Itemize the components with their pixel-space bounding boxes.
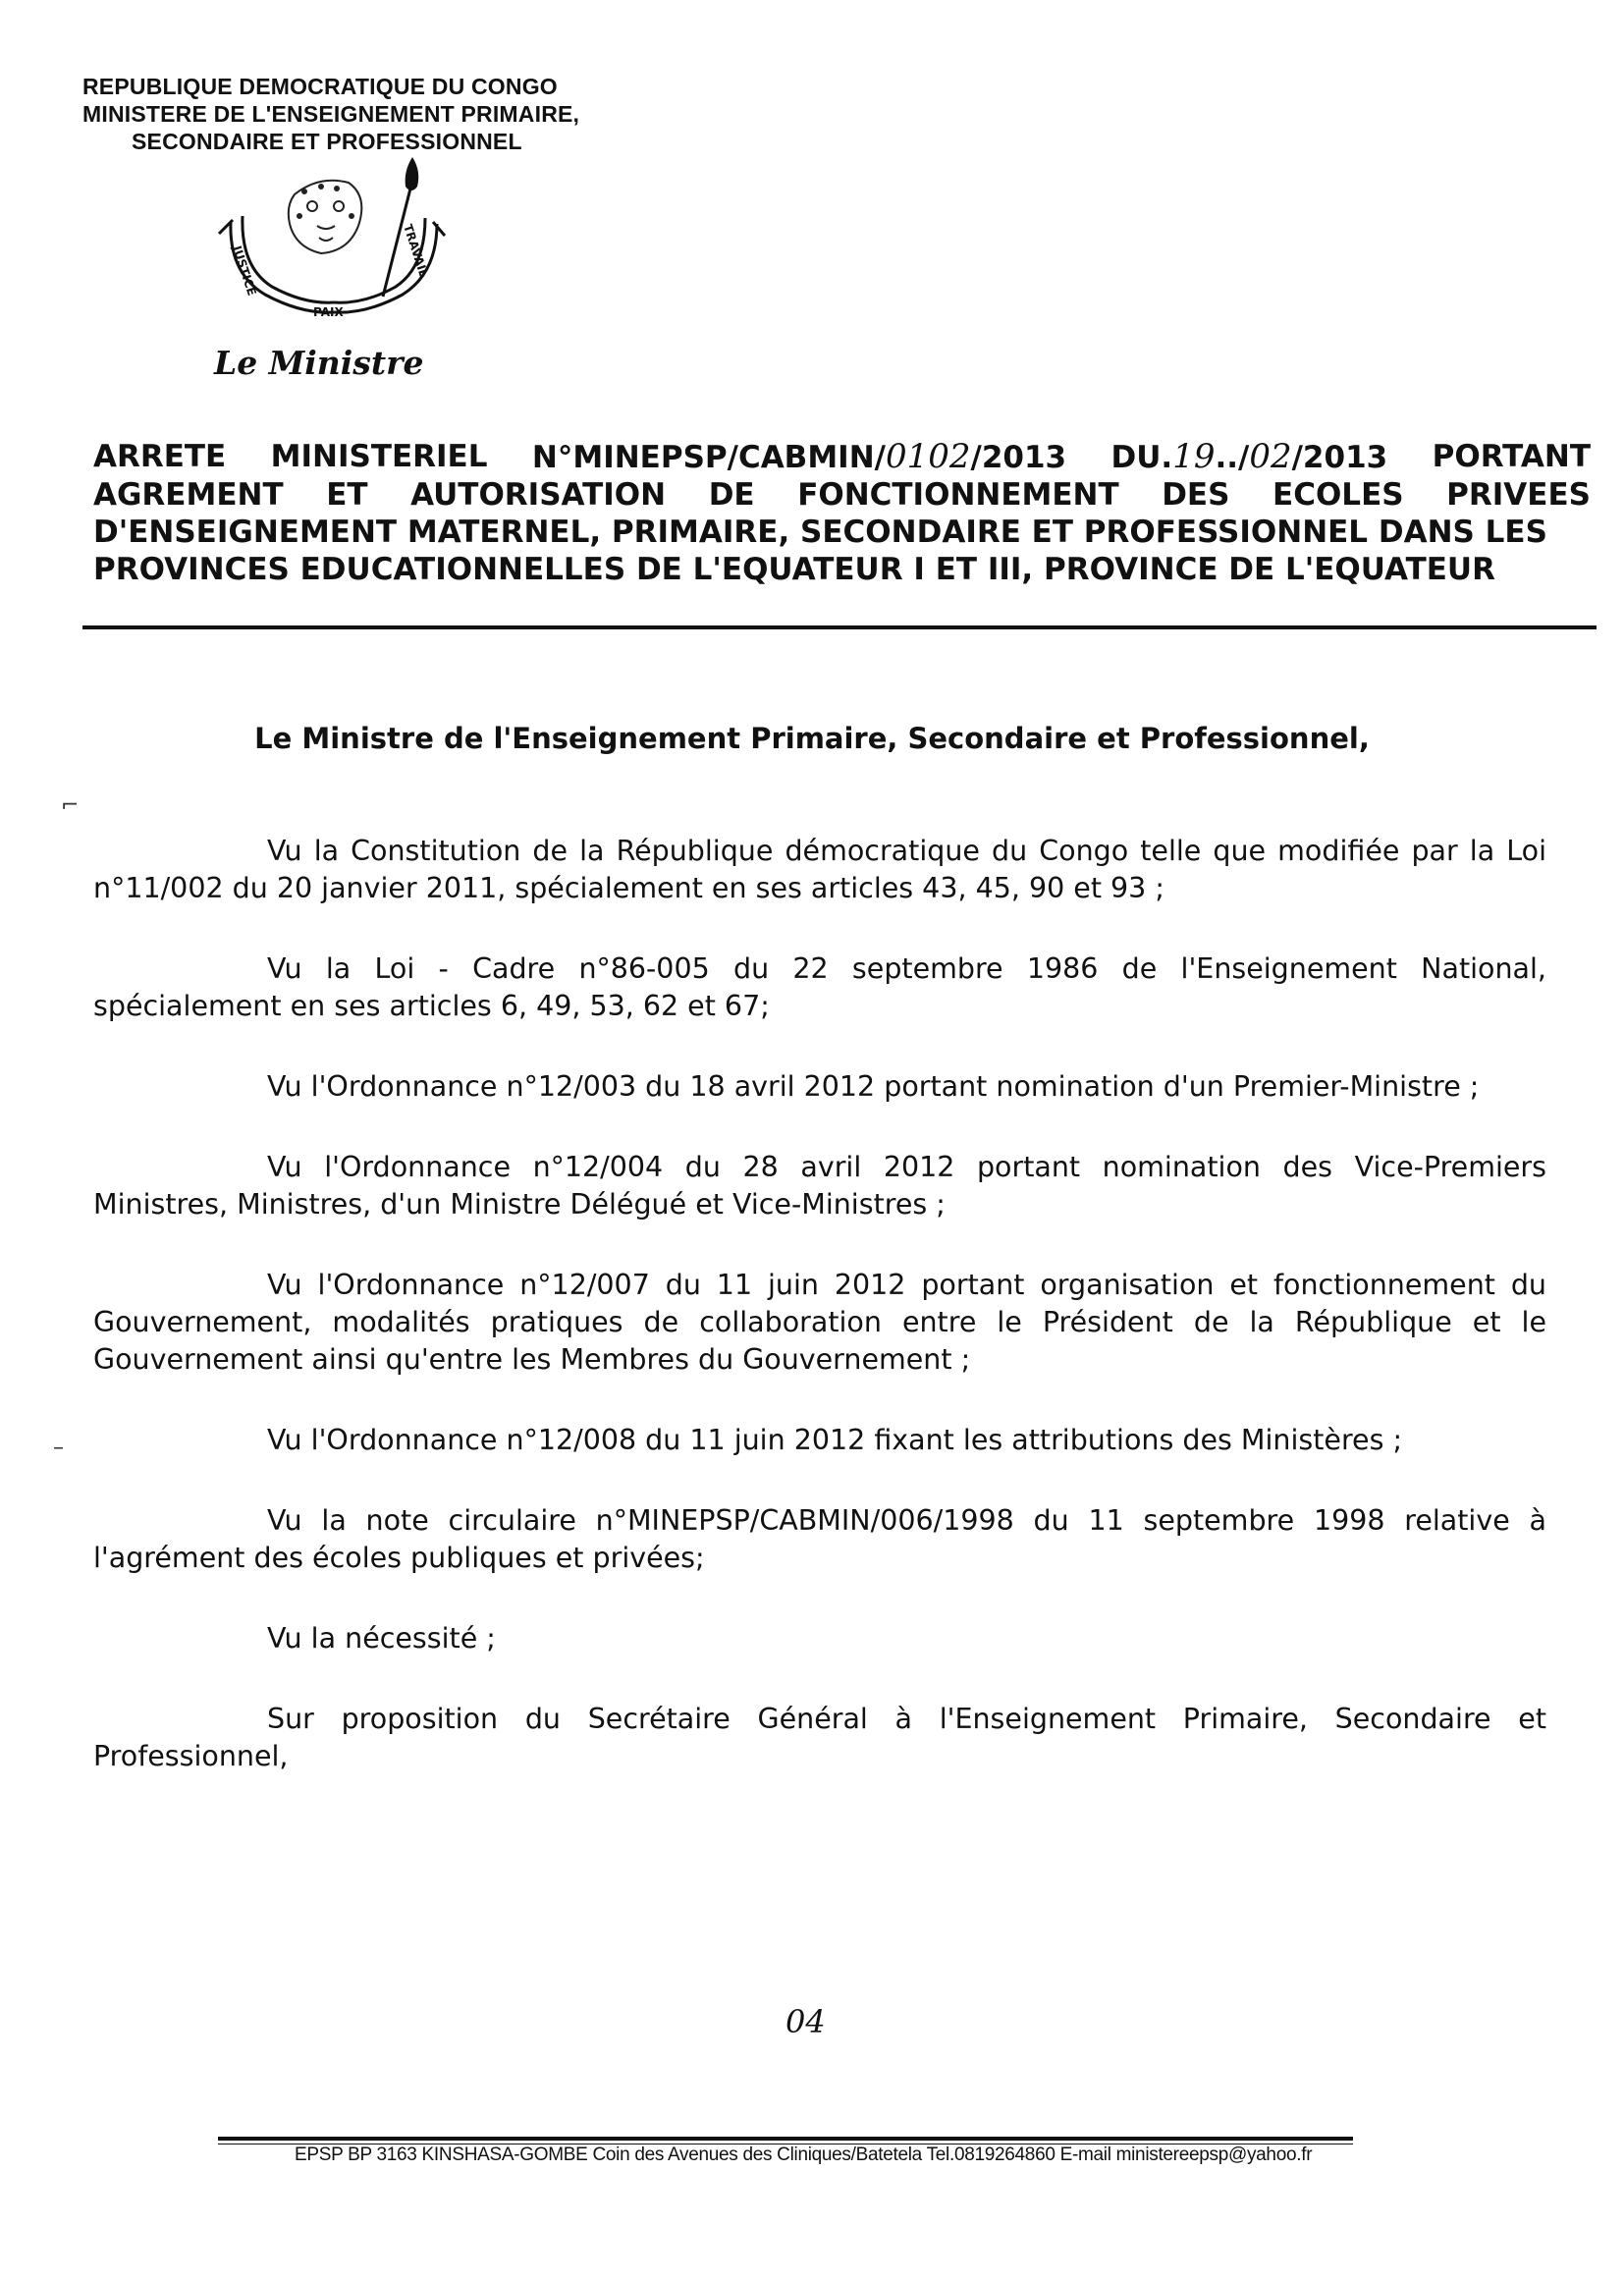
decree-reference: N°MINEPSP/CABMIN/0102/2013 bbox=[531, 437, 1067, 476]
footer-divider bbox=[218, 2137, 1353, 2141]
title-word: PORTANT bbox=[1432, 439, 1591, 474]
emblem-motto-left: JUSTICE bbox=[230, 244, 259, 298]
preamble-paragraph: Sur proposition du Secrétaire Général à l'Enseignement Primaire, Secondaire et Professionnel, bbox=[93, 1703, 1546, 1772]
letterhead-country: REPUBLIQUE DEMOCRATIQUE DU CONGO bbox=[82, 74, 558, 99]
footer-contact: EPSP BP 3163 KINSHASA-GOMBE Coin des Avenues des Cliniques/Batetela Tel.0819264860 E-mail ministereepsp@yahoo.fr bbox=[295, 2144, 1313, 2165]
preamble-paragraph: Vu la Loi - Cadre n°86-005 du 22 septembre 1986 de l'Enseignement National, spécialement en ses articles 6, 49, 53, 62 et 67; bbox=[93, 952, 1546, 1022]
title-word: ARRETE bbox=[93, 439, 227, 474]
decree-title-line-2: AGREMENT ET AUTORISATION DE FONCTIONNEMENT DES ECOLES PRIVEES bbox=[93, 477, 1591, 513]
decree-title-line-3: D'ENSEIGNEMENT MATERNEL, PRIMAIRE, SECONDAIRE ET PROFESSIONNEL DANS LES bbox=[93, 515, 1547, 550]
preamble-paragraph: Vu l'Ordonnance n°12/007 du 11 juin 2012 portant organisation et fonctionnement du Gouvernement, modalités pratiques de collaboration entre le Président de la République et le Gouvernement ainsi qu'entre les Membres du Gouvernement ; bbox=[93, 1269, 1546, 1376]
emblem-motto-right: TRAVAIL bbox=[401, 222, 431, 279]
title-word: MINISTERIEL bbox=[270, 439, 488, 474]
decree-title-line-1 bbox=[93, 438, 1591, 476]
minister-title: Le Ministre bbox=[214, 344, 424, 382]
handwritten-day: 19 bbox=[1172, 437, 1216, 476]
decree-author: Le Ministre de l'Enseignement Primaire, Secondaire et Professionnel, bbox=[254, 722, 1370, 755]
emblem-motto-bottom: PAIX bbox=[313, 305, 344, 319]
decree-title bbox=[93, 438, 1591, 588]
letterhead-ministry-cont: SECONDAIRE ET PROFESSIONNEL bbox=[132, 129, 522, 154]
title-divider bbox=[82, 625, 1597, 629]
preamble-paragraph: Vu la Constitution de la République démocratique du Congo telle que modifiée par la Loi n°11/002 du 20 janvier 2011, spécialement en ses articles 43, 45, 90 et 93 ; bbox=[93, 835, 1546, 904]
letterhead-ministry: MINISTERE DE L'ENSEIGNEMENT PRIMAIRE, bbox=[82, 101, 580, 127]
leopard-head-icon bbox=[289, 181, 362, 253]
preamble-paragraph: Vu la note circulaire n°MINEPSP/CABMIN/006/1998 du 11 septembre 1998 relative à l'agrément des écoles publiques et privées; bbox=[93, 1504, 1546, 1574]
handwritten-initials: 04 bbox=[785, 2003, 826, 2040]
coat-of-arms-emblem bbox=[211, 157, 457, 329]
decree-date: DU.19../02/2013 bbox=[1110, 437, 1388, 476]
letterhead bbox=[82, 73, 579, 155]
preamble-paragraph: Vu l'Ordonnance n°12/004 du 28 avril 2012 portant nomination des Vice-Premiers Ministres, Ministres, d'un Ministre Délégué et Vice-Ministres ; bbox=[93, 1151, 1546, 1221]
decree-title-line-4: PROVINCES EDUCATIONNELLES DE L'EQUATEUR I ET III, PROVINCE DE L'EQUATEUR bbox=[93, 552, 1495, 587]
decree-preamble bbox=[93, 833, 1546, 1775]
scan-mark: – bbox=[53, 1436, 64, 1460]
handwritten-decree-number: 0102 bbox=[885, 437, 971, 476]
handwritten-month: 02 bbox=[1249, 437, 1292, 476]
scan-mark: ⌐ bbox=[61, 793, 80, 818]
preamble-paragraph: Vu la nécessité ; bbox=[267, 1622, 496, 1655]
preamble-paragraph: Vu l'Ordonnance n°12/008 du 11 juin 2012 fixant les attributions des Ministères ; bbox=[267, 1424, 1403, 1456]
preamble-paragraph: Vu l'Ordonnance n°12/003 du 18 avril 2012 portant nomination d'un Premier-Ministre ; bbox=[267, 1070, 1480, 1103]
